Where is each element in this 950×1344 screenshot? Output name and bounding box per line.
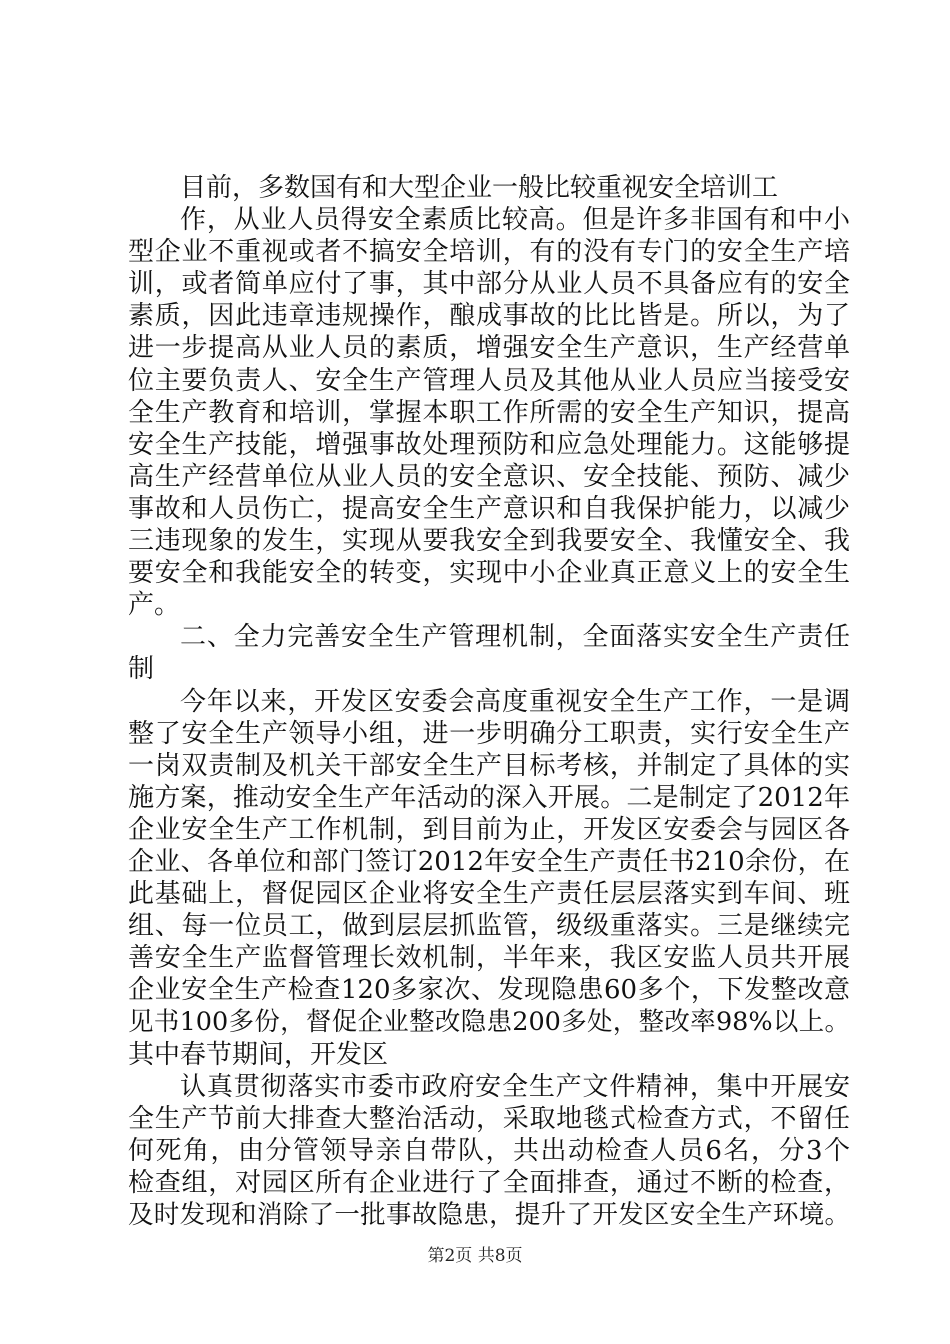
text-line: 今年以来，开发区安委会高度重视安全生产工作，一是调 <box>180 686 850 717</box>
text-line: 产。 <box>128 590 181 621</box>
text-line: 素质，因此违章违规操作，酿成事故的比比皆是。所以，为了 <box>128 301 850 332</box>
section-heading: 二、全力完善安全生产管理机制，全面落实安全生产责任 <box>180 622 850 653</box>
text-line: 型企业不重视或者不搞安全培训，有的没有专门的安全生产培 <box>128 237 850 268</box>
text-line: 善安全生产监督管理长效机制，半年来，我区安监人员共开展 <box>128 943 850 974</box>
text-line: 见书100多份，督促企业整改隐患200多处，整改率98%以上。 <box>128 1007 850 1038</box>
text-line: 其中春节期间，开发区 <box>128 1039 389 1070</box>
text-line: 要安全和我能安全的转变，实现中小企业真正意义上的安全生 <box>128 558 850 589</box>
text-line: 此基础上，督促园区企业将安全生产责任层层落实到车间、班 <box>128 879 850 910</box>
text-line: 及时发现和消除了一批事故隐患，提升了开发区安全生产环境。 <box>128 1200 850 1230</box>
text-line: 三违现象的发生，实现从要我安全到我要安全、我懂安全、我 <box>128 526 850 557</box>
text-line: 组、每一位员工，做到层层抓监管，级级重落实。三是继续完 <box>128 911 850 942</box>
text-line: 全生产节前大排查大整治活动，采取地毯式检查方式，不留任 <box>128 1103 850 1134</box>
text-line: 安全生产技能，增强事故处理预防和应急处理能力。这能够提 <box>128 429 850 460</box>
text-line: 整了安全生产领导小组，进一步明确分工职责，实行安全生产 <box>128 718 850 749</box>
text-line: 进一步提高从业人员的素质，增强安全生产意识，生产经营单 <box>128 333 850 364</box>
text-line: 何死角，由分管领导亲自带队，共出动检查人员6名，分3个 <box>128 1135 850 1166</box>
text-line: 企业安全生产检查120多家次、发现隐患60多个，下发整改意 <box>128 975 850 1006</box>
text-line: 企业、各单位和部门签订2012年安全生产责任书210余份，在 <box>128 846 850 877</box>
text-line: 检查组，对园区所有企业进行了全面排查，通过不断的检查， <box>128 1167 850 1198</box>
section-heading-continuation: 制 <box>128 654 155 685</box>
page-number-footer: 第2页 共8页 <box>427 1246 523 1266</box>
text-line: 事故和人员伤亡，提高安全生产意识和自我保护能力，以减少 <box>128 493 850 524</box>
text-line: 训，或者简单应付了事，其中部分从业人员不具备应有的安全 <box>128 269 850 300</box>
document-body <box>128 172 850 1231</box>
text-line: 施方案，推动安全生产年活动的深入开展。二是制定了2012年 <box>128 782 850 813</box>
text-line: 一岗双责制及机关干部安全生产目标考核，并制定了具体的实 <box>128 750 850 781</box>
text-line: 企业安全生产工作机制，到目前为止，开发区安委会与园区各 <box>128 814 850 845</box>
text-line: 认真贯彻落实市委市政府安全生产文件精神，集中开展安 <box>180 1071 850 1102</box>
text-line: 目前，多数国有和大型企业一般比较重视安全培训工 <box>180 173 779 203</box>
text-line: 位主要负责人、安全生产管理人员及其他从业人员应当接受安 <box>128 365 850 396</box>
text-line: 全生产教育和培训，掌握本职工作所需的安全生产知识，提高 <box>128 397 850 428</box>
text-line: 作，从业人员得安全素质比较高。但是许多非国有和中小 <box>180 205 850 236</box>
text-line: 高生产经营单位从业人员的安全意识、安全技能、预防、减少 <box>128 461 850 492</box>
